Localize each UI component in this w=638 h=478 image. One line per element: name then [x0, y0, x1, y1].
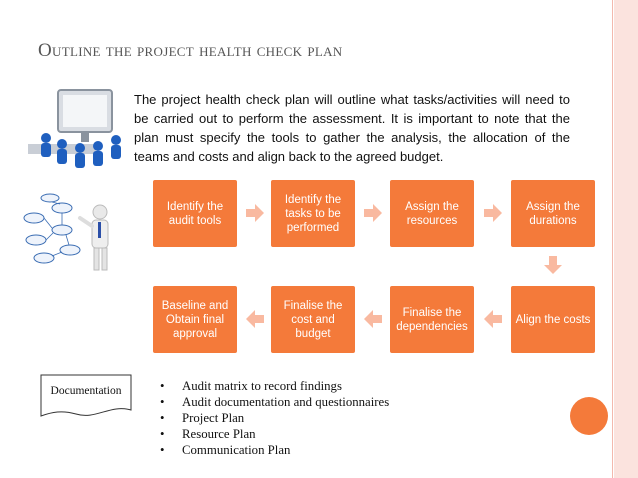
documentation-list	[160, 378, 389, 458]
arrow-left-icon	[484, 310, 502, 328]
arrow-down-icon	[544, 256, 562, 274]
slide-border-line	[612, 0, 613, 478]
list-item: • Project Plan	[160, 411, 245, 425]
step-align-costs: Align the costs	[511, 286, 595, 353]
slide-title: Outline the project health check plan	[38, 40, 343, 61]
step-assign-durations: Assign the durations	[511, 180, 595, 247]
slide-right-border	[614, 0, 638, 478]
intro-paragraph: The project health check plan will outline what tasks/activities will need to be carried out to perform the assessment. It is important to note that the plan must specify the tools to gather the analysis, the allocation of the teams and costs and align back to the agreed budget.	[134, 92, 570, 164]
documentation-label: Documentation	[50, 385, 122, 397]
step-identify-audit-tools: Identify the audit tools	[153, 180, 237, 247]
list-item: • Audit matrix to record findings	[160, 379, 342, 393]
decorative-circle	[570, 397, 608, 435]
arrow-left-icon	[364, 310, 382, 328]
arrow-right-icon	[246, 204, 264, 222]
list-item: • Audit documentation and questionnaires	[160, 395, 390, 409]
step-finalise-cost-budget: Finalise the cost and budget	[271, 286, 355, 353]
presenter-mindmap-illustration	[22, 190, 122, 276]
step-baseline-approval: Baseline and Obtain final approval	[153, 286, 237, 353]
step-finalise-dependencies: Finalise the dependencies	[390, 286, 474, 353]
arrow-right-icon	[484, 204, 502, 222]
team-computer-illustration	[28, 88, 128, 170]
step-assign-resources: Assign the resources	[390, 180, 474, 247]
arrow-right-icon	[364, 204, 382, 222]
list-item: • Resource Plan	[160, 427, 256, 441]
arrow-left-icon	[246, 310, 264, 328]
step-identify-tasks: Identify the tasks to be performed	[271, 180, 355, 247]
list-item: • Communication Plan	[160, 443, 291, 457]
